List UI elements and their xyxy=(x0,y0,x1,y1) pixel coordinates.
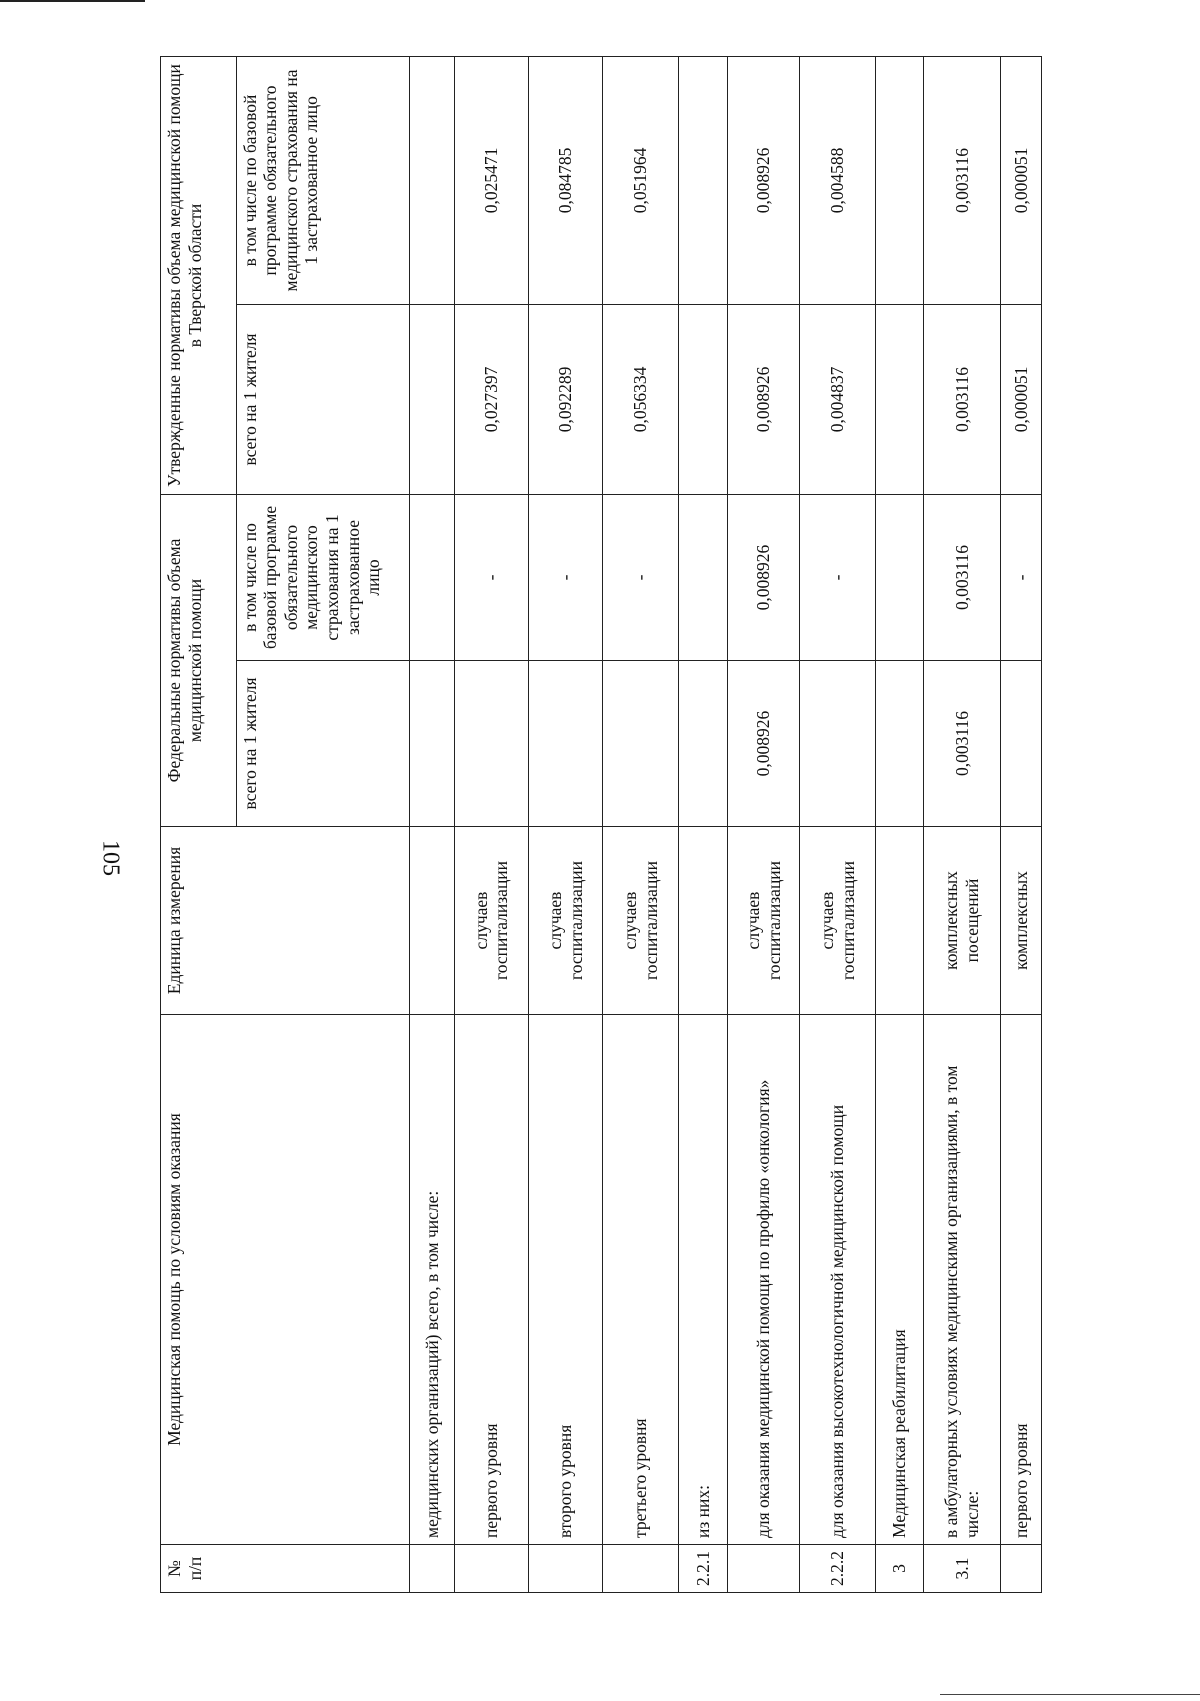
row-fed-total xyxy=(800,661,876,827)
header-row-1 xyxy=(161,56,237,1592)
row-tver-total: 0,056334 xyxy=(603,304,679,494)
page-number: 105 xyxy=(97,840,124,876)
scan-edge-line xyxy=(940,1694,1200,1695)
row-tver-oms: 0,004588 xyxy=(800,56,876,304)
row-name: первого уровня xyxy=(1000,1015,1041,1545)
row-num xyxy=(1000,1545,1041,1593)
row-fed-oms: - xyxy=(529,494,603,660)
row-tver-oms: 0,008926 xyxy=(728,56,800,304)
row-tver-oms xyxy=(679,56,728,304)
row-fed-total xyxy=(410,661,455,827)
row-fed-total: 0,008926 xyxy=(728,661,800,827)
row-tver-total xyxy=(875,304,923,494)
row-fed-oms xyxy=(410,494,455,660)
standards-table xyxy=(160,56,1042,1593)
header-name: Медицинская помощь по условиям оказания xyxy=(161,1015,410,1545)
header-federal-oms: в том числе по базовой программе обязательного медицинского страхования на 1 застрахованное лицо xyxy=(236,494,409,660)
row-fed-oms: - xyxy=(603,494,679,660)
row-tver-oms: 0,025471 xyxy=(454,56,528,304)
row-tver-total: 0,008926 xyxy=(728,304,800,494)
row-tver-total xyxy=(679,304,728,494)
table-row xyxy=(924,56,1001,1592)
row-num xyxy=(410,1545,455,1593)
table-row xyxy=(679,56,728,1592)
row-num: 2.2.2 xyxy=(800,1545,876,1593)
row-name: третьего уровня xyxy=(603,1015,679,1545)
row-tver-total: 0,004837 xyxy=(800,304,876,494)
row-tver-total: 0,027397 xyxy=(454,304,528,494)
row-unit: случаев госпитализации xyxy=(728,827,800,1015)
row-name: второго уровня xyxy=(529,1015,603,1545)
row-num: 3.1 xyxy=(924,1545,1001,1593)
row-name: медицинских организаций) всего, в том числе: xyxy=(410,1015,455,1545)
row-unit: случаев госпитализации xyxy=(603,827,679,1015)
table-row xyxy=(529,56,603,1592)
table-row xyxy=(454,56,528,1592)
row-num xyxy=(529,1545,603,1593)
table-row xyxy=(800,56,876,1592)
header-num: № п/п xyxy=(161,1545,410,1593)
row-fed-oms xyxy=(679,494,728,660)
table-row xyxy=(1000,56,1041,1592)
row-fed-total xyxy=(603,661,679,827)
row-tver-oms xyxy=(410,56,455,304)
row-fed-total xyxy=(454,661,528,827)
row-fed-oms: - xyxy=(454,494,528,660)
row-fed-total xyxy=(875,661,923,827)
header-tver: Утвержденные нормативы объема медицинской помощи в Тверской области xyxy=(161,56,237,494)
row-fed-oms: - xyxy=(800,494,876,660)
row-name: из них: xyxy=(679,1015,728,1545)
row-name: Медицинская реабилитация xyxy=(875,1015,923,1545)
header-tver-total: всего на 1 жителя xyxy=(236,304,409,494)
row-tver-total xyxy=(410,304,455,494)
row-unit: комплексных посещений xyxy=(924,827,1001,1015)
row-fed-total xyxy=(679,661,728,827)
row-tver-oms: 0,084785 xyxy=(529,56,603,304)
row-unit: комплексных xyxy=(1000,827,1041,1015)
row-unit xyxy=(679,827,728,1015)
table-row xyxy=(603,56,679,1592)
row-fed-oms: 0,003116 xyxy=(924,494,1001,660)
row-fed-oms: 0,008926 xyxy=(728,494,800,660)
row-tver-total: 0,092289 xyxy=(529,304,603,494)
header-unit: Единица измерения xyxy=(161,827,410,1015)
row-tver-oms: 0,051964 xyxy=(603,56,679,304)
row-fed-total xyxy=(1000,661,1041,827)
table-row xyxy=(410,56,455,1592)
header-tver-oms: в том числе по базовой программе обязательного медицинского страхования на 1 застрахованное лицо xyxy=(236,56,409,304)
row-num: 3 xyxy=(875,1545,923,1593)
row-tver-total: 0,000051 xyxy=(1000,304,1041,494)
row-name: в амбулаторных условиях медицинскими организациями, в том числе: xyxy=(924,1015,1001,1545)
header-federal: Федеральные нормативы объема медицинской помощи xyxy=(161,494,237,826)
table-row xyxy=(728,56,800,1592)
row-fed-oms xyxy=(875,494,923,660)
row-num xyxy=(454,1545,528,1593)
rotated-table-container xyxy=(160,57,1042,1593)
row-fed-total xyxy=(529,661,603,827)
row-num xyxy=(728,1545,800,1593)
row-tver-oms: 0,003116 xyxy=(924,56,1001,304)
row-name: для оказания высокотехнологичной медицинской помощи xyxy=(800,1015,876,1545)
row-unit xyxy=(875,827,923,1015)
row-unit: случаев госпитализации xyxy=(454,827,528,1015)
row-unit: случаев госпитализации xyxy=(529,827,603,1015)
row-num: 2.2.1 xyxy=(679,1545,728,1593)
row-tver-oms xyxy=(875,56,923,304)
header-federal-total: всего на 1 жителя xyxy=(236,661,409,827)
table-row xyxy=(875,56,923,1592)
row-fed-oms: - xyxy=(1000,494,1041,660)
row-unit xyxy=(410,827,455,1015)
row-tver-oms: 0,000051 xyxy=(1000,56,1041,304)
row-tver-total: 0,003116 xyxy=(924,304,1001,494)
row-name: для оказания медицинской помощи по профилю «онкология» xyxy=(728,1015,800,1545)
row-name: первого уровня xyxy=(454,1015,528,1545)
row-fed-total: 0,003116 xyxy=(924,661,1001,827)
scan-edge-line xyxy=(0,0,145,2)
row-unit: случаев госпитализации xyxy=(800,827,876,1015)
row-num xyxy=(603,1545,679,1593)
